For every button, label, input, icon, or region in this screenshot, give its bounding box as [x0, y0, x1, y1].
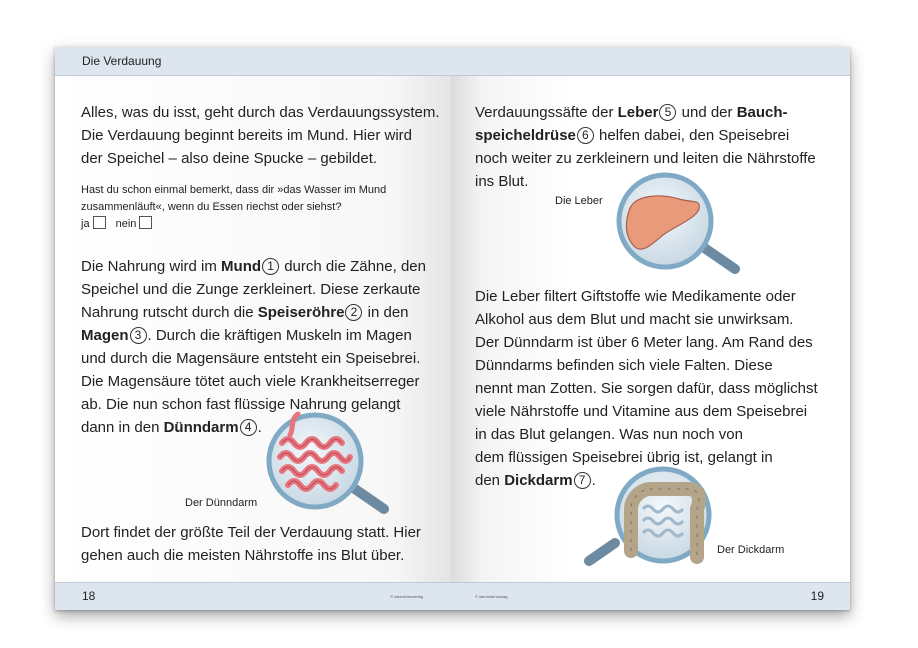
marker-5: 5	[659, 104, 676, 121]
right-page	[451, 47, 850, 610]
footer-band	[55, 582, 451, 610]
marker-2: 2	[345, 304, 362, 321]
text-line: der Speichel – also deine Spucke – gebildet.	[81, 150, 378, 167]
term-liver: Leber	[617, 104, 659, 121]
page-number-right: 19	[810, 589, 824, 603]
marker-6: 6	[577, 127, 594, 144]
text-line: nennt man Zotten. Sie sorgen dafür, dass möglichst	[475, 380, 818, 397]
no-label: nein	[115, 218, 137, 230]
text-line: Die Magensäure tötet auch viele Krankheitserreger	[81, 373, 420, 390]
no-checkbox[interactable]	[139, 216, 152, 229]
closing-paragraph	[81, 521, 421, 567]
answer-row	[81, 216, 386, 233]
yes-checkbox[interactable]	[93, 216, 106, 229]
text-line: und durch die Magensäure entsteht ein Speisebrei.	[81, 350, 421, 367]
text-line: Magen 3 . Durch die kräftigen Muskeln im Magen	[81, 327, 412, 344]
small-intestine-illustration	[260, 409, 400, 519]
text-line: den Dickdarm 7 .	[475, 472, 596, 489]
text-line: dem flüssigen Speisebrei übrig ist, gelangt in	[475, 449, 773, 466]
text-line: Alles, was du isst, geht durch das Verdauungssystem.	[81, 104, 440, 121]
text-line: Die Nahrung wird im Mund 1 durch die Zähne, den	[81, 258, 426, 275]
large-intestine-illustration	[583, 461, 723, 573]
text-line: viele Nährstoffe und Vitamine aus dem Speisebrei	[475, 403, 808, 420]
text-line: ab. Die nun schon fast flüssige Nahrung gelangt	[81, 396, 401, 413]
header-band	[55, 47, 451, 76]
text-line: Nahrung rutscht durch die Speiseröhre 2 in den	[81, 304, 409, 321]
term-large-intestine: Dickdarm	[504, 472, 573, 489]
marker-1: 1	[262, 258, 279, 275]
term-stomach: Magen	[81, 327, 129, 344]
text-line: Der Dünndarm ist über 6 Meter lang. Am Rand des	[475, 334, 813, 351]
marker-3: 3	[130, 327, 147, 344]
text-line: speicheldrüse 6 helfen dabei, den Speisebrei	[475, 127, 790, 144]
text-line: Verdauungssäfte der Leber 5 und der Bauch-	[475, 104, 788, 121]
copyright-right: © sternchenverlag	[475, 594, 508, 599]
book-spread	[55, 47, 850, 610]
footer-band-right	[451, 582, 850, 610]
term-small-intestine: Dünndarm	[163, 419, 239, 436]
copyright-left: © sternchenverlag	[390, 594, 423, 599]
term-mouth: Mund	[221, 258, 262, 275]
small-intestine-caption: Der Dünndarm	[185, 497, 258, 509]
term-esophagus: Speiseröhre	[257, 304, 345, 321]
yes-label: ja	[81, 218, 90, 230]
large-intestine-caption: Der Dickdarm	[717, 544, 785, 556]
text-line: gehen auch die meisten Nährstoffe ins Blut über.	[81, 547, 405, 564]
question-line: Hast du schon einmal bemerkt, dass dir »das Wasser im Mund	[81, 184, 387, 196]
text-line: Dort findet der größte Teil der Verdauung statt. Hier	[81, 524, 421, 541]
text-line: Dünndarms befinden sich viele Falten. Diese	[475, 357, 773, 374]
text-line: Die Leber filtert Giftstoffe wie Medikamente oder	[475, 288, 796, 305]
liver-illustration	[607, 169, 747, 279]
question-line: zusammenläuft«, wenn du Essen riechst oder siehst?	[81, 201, 342, 213]
term-pancreas-a: Bauch-	[736, 104, 788, 121]
text-line: ins Blut.	[475, 173, 529, 190]
left-page	[55, 47, 451, 610]
marker-4: 4	[240, 419, 257, 436]
liver-caption: Die Leber	[555, 195, 603, 207]
intro-paragraph	[81, 101, 440, 170]
text-line: noch weiter zu zerkleinern und leiten die Nährstoffe	[475, 150, 816, 167]
term-pancreas-b: speicheldrüse	[475, 127, 576, 144]
text-line: dann in den Dünndarm 4 .	[81, 419, 262, 436]
question-block	[81, 182, 386, 233]
text-line: Alkohol aus dem Blut und macht sie unwirksam.	[475, 311, 794, 328]
text-line: in das Blut gelangen. Was nun noch von	[475, 426, 743, 443]
page-number-left: 18	[82, 589, 96, 603]
text-line: Speichel und die Zunge zerkleinert. Diese zerkaute	[81, 281, 421, 298]
chapter-title: Die Verdauung	[82, 54, 162, 68]
text-line: Die Verdauung beginnt bereits im Mund. Hier wird	[81, 127, 413, 144]
header-band-right	[451, 47, 850, 76]
marker-7: 7	[574, 472, 591, 489]
